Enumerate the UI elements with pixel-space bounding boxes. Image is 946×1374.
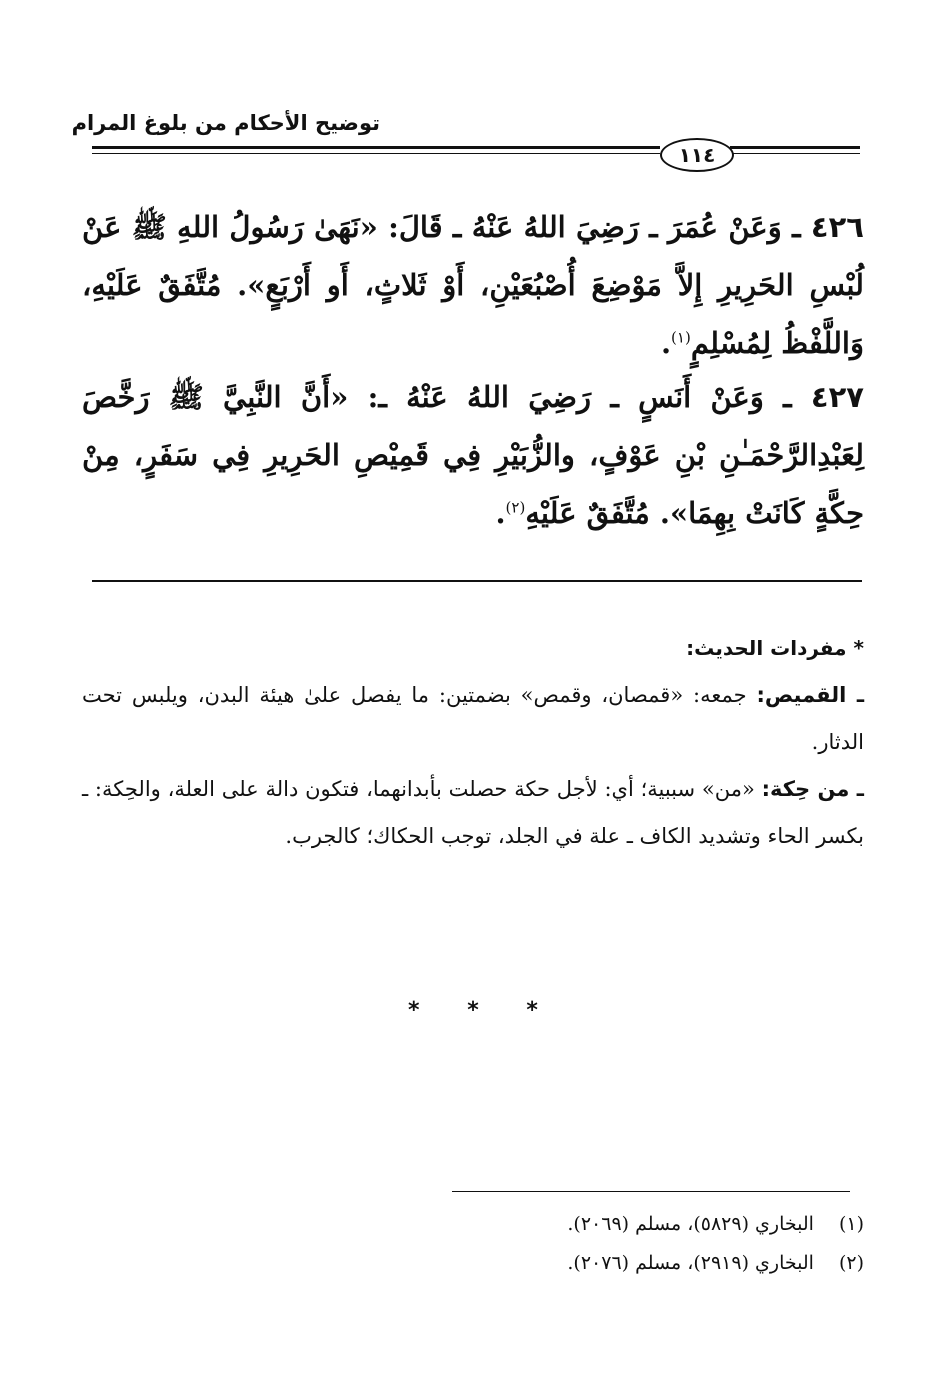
page-number: ١١٤ (660, 138, 734, 172)
hadith-427: ٤٢٧ ـ وَعَنْ أَنَسٍ ـ رَضِيَ اللهُ عَنْهُ ـ: «أَنَّ النَّبِيَّ ﷺ رَخَّصَ لِعَبْدِالرَّحْمَـٰنِ بْنِ عَوْفٍ، والزُّبَيْرِ فِي قَمِيْصِ الحَرِيرِ فِي سَفَرٍ، مِنْ حِكَّةٍ كَانَتْ بِهِمَا». مُتَّفَقٌ عَلَيْهِ$^{(٢)}$. (82, 380, 864, 530)
hadith-number: ٤٢٦ (810, 210, 864, 244)
vocabulary-definition: «من» سببية؛ أي: لأجل حكة حصلت بأبدانهما، فتكون دالة على العلة، والحِكة: ـ بكسر الحاء وتشديد الكاف ـ علة في الجلد، توجب الحكاك؛ كالجرب. (82, 777, 864, 848)
hadith-text: وَعَنْ عُمَرَ ـ رَضِيَ اللهُ عَنْهُ ـ قَالَ: «نَهَىٰ رَسُولُ اللهِ ﷺ عَنْ لُبْسِ الحَرِيرِ إِلاَّ مَوْضِعَ أُصْبُعَيْنِ، أَوْ ثَلاثٍ، أَو أَرْبَعٍ». مُتَّفَقٌ عَلَيْهِ، وَاللَّفْظُ لِمُسْلِمٍ (82, 210, 864, 360)
footnote-1 (82, 1209, 864, 1239)
separator-star: * (526, 998, 538, 1023)
vocabulary-item-hikka (82, 766, 864, 860)
vocabulary-term: ـ القميص: (756, 683, 864, 707)
hadith-end: . (660, 326, 672, 360)
footnote-2 (82, 1248, 864, 1278)
vocabulary-item-qamis (82, 672, 864, 766)
vocabulary-heading: * مفردات الحديث: (686, 636, 864, 660)
separator-star: * (467, 998, 479, 1023)
vocabulary-definition: جمعه: «قمصان، وقمص» بضمتين: ما يفصل علىٰ هيئة البدن، ويلبس تحت الدثار. (82, 683, 864, 754)
running-title: توضيح الأحكام من بلوغ المرام (71, 111, 380, 135)
footnote-ref: (٢) (505, 498, 526, 517)
vocabulary-term: ـ من حِكة: (761, 777, 864, 801)
footnote-text: البخاري (٢٩١٩)، مسلم (٢٠٧٦). (567, 1252, 814, 1274)
header-rule-right (730, 146, 860, 149)
footnote-ref: (١) (671, 328, 691, 347)
separator-star: * (408, 998, 420, 1023)
header-rule-left (92, 146, 660, 149)
hadith-text: وَعَنْ أَنَسٍ ـ رَضِيَ اللهُ عَنْهُ ـ: «أَنَّ النَّبِيَّ ﷺ رَخَّصَ لِعَبْدِالرَّحْمَـٰنِ بْنِ عَوْفٍ، والزُّبَيْرِ فِي قَمِيْصِ الحَرِيرِ فِي سَفَرٍ، مِنْ حِكَّةٍ كَانَتْ بِهِمَا». مُتَّفَقٌ عَلَيْهِ (82, 380, 864, 530)
section-divider (92, 580, 862, 582)
hadith-426: ٤٢٦ ـ وَعَنْ عُمَرَ ـ رَضِيَ اللهُ عَنْهُ ـ قَالَ: «نَهَىٰ رَسُولُ اللهِ ﷺ عَنْ لُبْسِ الحَرِيرِ إِلاَّ مَوْضِعَ أُصْبُعَيْنِ، أَوْ ثَلاثٍ، أَو أَرْبَعٍ». مُتَّفَقٌ عَلَيْهِ، وَاللَّفْظُ لِمُسْلِمٍ$^{(١)}$. (82, 210, 864, 360)
hadith-number: ٤٢٧ (810, 380, 864, 414)
footnote-number: (١) (838, 1213, 864, 1235)
header-rule-right-thin (730, 153, 860, 154)
hadith-end: . (495, 496, 506, 530)
section-separator (0, 998, 946, 1023)
footnote-rule (452, 1191, 850, 1192)
footnote-number: (٢) (838, 1252, 864, 1274)
footnote-text: البخاري (٥٨٢٩)، مسلم (٢٠٦٩). (567, 1213, 814, 1235)
header-rule-left-thin (92, 153, 660, 154)
